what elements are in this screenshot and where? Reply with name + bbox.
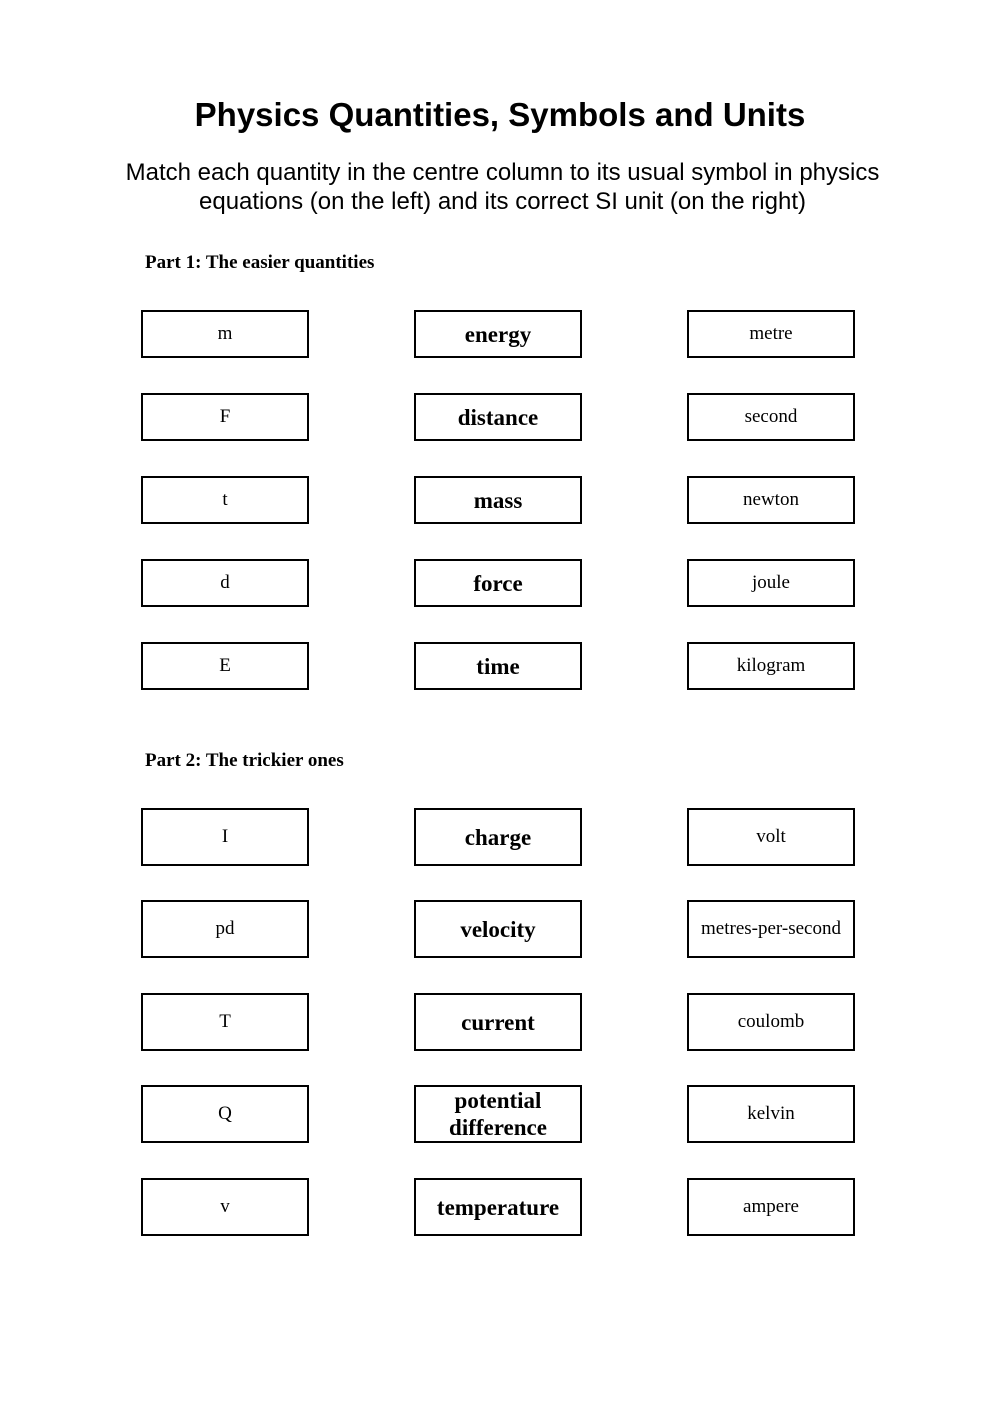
quantity-card[interactable] [414,808,582,866]
symbol-card-label: m [217,323,233,344]
quantity-card[interactable] [414,993,582,1051]
unit-card-label: joule [752,572,790,593]
unit-card[interactable] [687,559,855,607]
unit-card-label: volt [756,826,786,847]
quantity-card[interactable] [414,1085,582,1143]
quantity-card-label: temperature [436,1194,560,1220]
unit-card[interactable] [687,808,855,866]
unit-card-label: metre [749,323,793,344]
symbol-card[interactable] [141,1178,309,1236]
symbol-card-label: v [220,1196,230,1217]
quantity-card[interactable] [414,476,582,524]
symbol-card-label: T [219,1011,231,1032]
unit-card-label: second [744,406,798,427]
quantity-card-label: energy [464,321,532,347]
symbol-card[interactable] [141,900,309,958]
quantity-card-label: potential difference [449,1088,547,1140]
quantity-card[interactable] [414,900,582,958]
symbol-card[interactable] [141,393,309,441]
quantity-card-label: current [461,1009,535,1035]
quantity-card[interactable] [414,310,582,358]
quantity-card[interactable] [414,642,582,690]
unit-card[interactable] [687,393,855,441]
unit-card-label: ampere [743,1196,799,1217]
quantity-card-label: time [476,653,520,679]
symbol-card[interactable] [141,808,309,866]
instructions: Match each quantity in the centre column to its usual symbol in physics equations (on the left) and its correct SI unit (on the right) [125,159,880,215]
unit-card[interactable] [687,1085,855,1143]
symbol-card-label: t [222,489,228,510]
unit-card[interactable] [687,476,855,524]
symbol-card-label: E [219,655,231,676]
symbol-card-label: pd [215,918,235,939]
quantity-card[interactable] [414,1178,582,1236]
symbol-card[interactable] [141,993,309,1051]
quantity-card-label: distance [457,404,539,430]
symbol-card[interactable] [141,476,309,524]
unit-card-label: kelvin [747,1103,795,1124]
symbol-card-label: F [219,406,231,427]
quantity-card-label: velocity [460,916,536,942]
unit-card[interactable] [687,310,855,358]
quantity-card-label: charge [464,824,532,850]
symbol-card-label: I [221,826,229,847]
part1-heading: Part 1: The easier quantities [145,252,375,273]
symbol-card[interactable] [141,559,309,607]
unit-card[interactable] [687,993,855,1051]
worksheet-title: Physics Quantities, Symbols and Units [194,96,806,133]
quantity-card[interactable] [414,559,582,607]
unit-card-label: metres-per-second [701,918,841,939]
unit-card-label: kilogram [736,655,806,676]
unit-card[interactable] [687,900,855,958]
symbol-card[interactable] [141,642,309,690]
symbol-card-label: d [220,572,230,593]
part2-heading: Part 2: The trickier ones [145,750,344,771]
unit-card[interactable] [687,1178,855,1236]
symbol-card[interactable] [141,1085,309,1143]
quantity-card-label: force [473,570,523,596]
symbol-card-label: Q [218,1103,232,1124]
unit-card-label: newton [743,489,799,510]
quantity-card-label: mass [473,487,523,513]
unit-card-label: coulomb [737,1011,805,1032]
quantity-card[interactable] [414,393,582,441]
unit-card[interactable] [687,642,855,690]
symbol-card[interactable] [141,310,309,358]
